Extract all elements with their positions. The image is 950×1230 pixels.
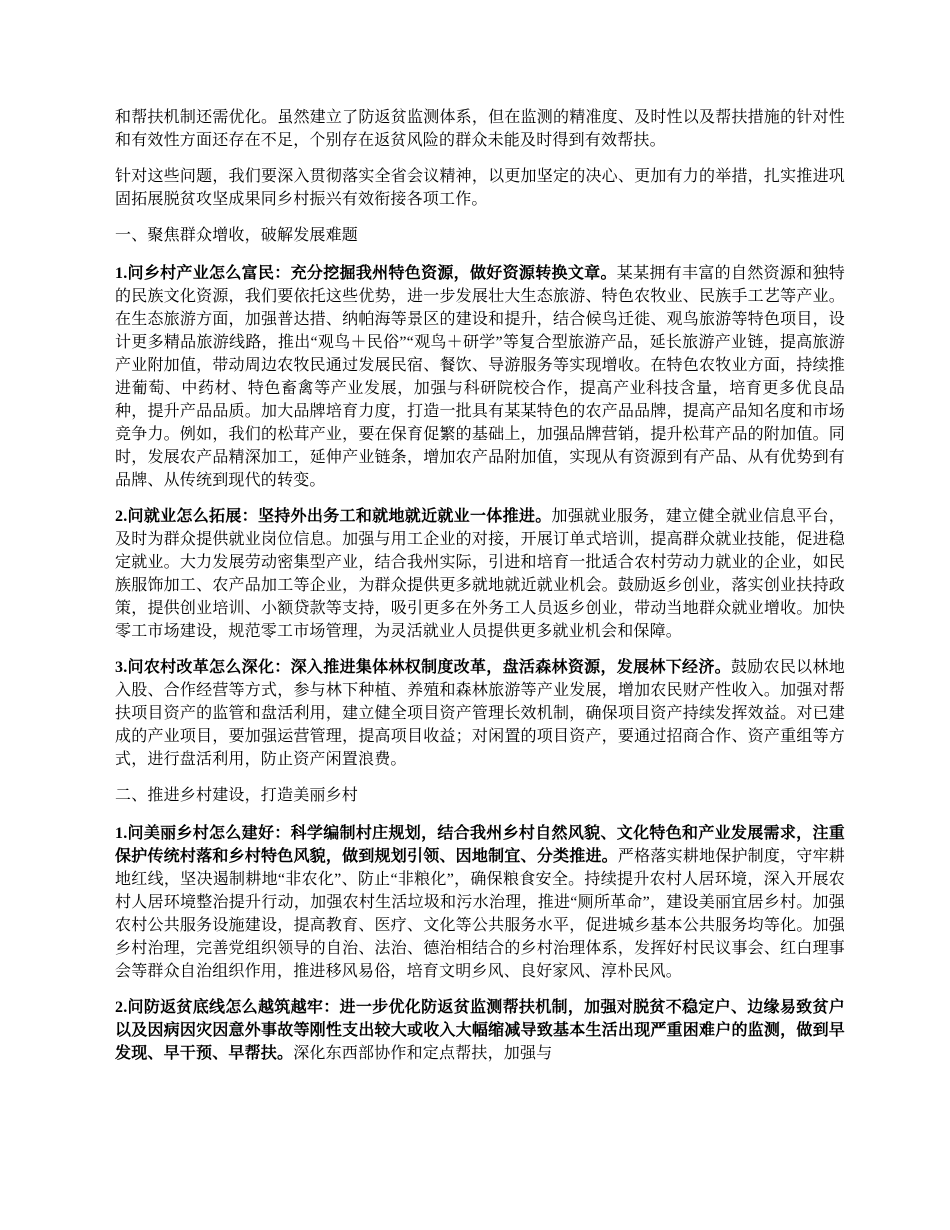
- paragraph-text: 深化东西部协作和定点帮扶，加强与: [293, 1045, 553, 1062]
- paragraph: [115, 165, 845, 211]
- paragraph-item-industry: [115, 262, 845, 492]
- paragraph-item-beautiful-village: [115, 822, 845, 983]
- paragraph-text: 针对这些问题，我们要深入贯彻落实全省会议精神，以更加坚定的决心、更加有力的举措，扎实推进巩固拓展脱贫攻坚成果同乡村振兴有效衔接各项工作。: [115, 168, 845, 208]
- paragraph-lead: 2.问防返贫底线怎么越筑越牢：进一步优化防返贫监测帮扶机制，加强对脱贫不稳定户、边缘易致贫户以及因病因灾因意外事故等刚性支出较大或收入大幅缩减导致基本生活出现严重困难户的监测，做到早发现、早干预、早帮扶。: [115, 999, 845, 1062]
- paragraph-lead: 3.问农村改革怎么深化：深入推进集体林权制度改革，盘活森林资源，发展林下经济。: [115, 659, 731, 676]
- section-heading-1: [115, 224, 845, 247]
- paragraph-lead: 1.问美丽乡村怎么建好：科学编制村庄规划，结合我州乡村自然风貌、文化特色和产业发展需求，注重保护传统村落和乡村特色风貌，做到规划引领、因地制宜、分类推进。: [115, 825, 845, 865]
- section-heading-text: 二、推进乡村建设，打造美丽乡村: [115, 787, 359, 804]
- section-heading-text: 一、聚焦群众增收，破解发展难题: [115, 227, 359, 244]
- section-heading-2: [115, 784, 845, 807]
- paragraph-lead: 2.问就业怎么拓展：坚持外出务工和就地就近就业一体推进。: [115, 508, 552, 525]
- paragraph-item-employment: [115, 505, 845, 643]
- paragraph-text: 鼓励农民以林地入股、合作经营等方式，参与林下种植、养殖和森林旅游等产业发展，增加农民财产性收入。加强对帮扶项目资产的监管和盘活利用，建立健全项目资产管理长效机制，确保项目资产持续发挥效益。对已建成的产业项目，要加强运营管理，提高项目收益；对闲置的项目资产，要通过招商合作、资产重组等方式，进行盘活利用，防止资产闲置浪费。: [115, 659, 845, 768]
- paragraph-item-poverty-monitoring: [115, 996, 845, 1065]
- paragraph-continuation: [115, 106, 845, 152]
- paragraph-text: 严格落实耕地保护制度，守牢耕地红线，坚决遏制耕地“非农化”、防止“非粮化”，确保粮食安全。持续提升农村人居环境，深入开展农村人居环境整治提升行动，加强农村生活垃圾和污水治理，推进“厕所革命”，建设美丽宜居乡村。加强农村公共服务设施建设，提高教育、医疗、文化等公共服务水平，促进城乡基本公共服务均等化。加强乡村治理，完善党组织领导的自治、法治、德治相结合的乡村治理体系，发挥好村民议事会、红白理事会等群众自治组织作用，推进移风易俗，培育文明乡风、良好家风、淳朴民风。: [115, 848, 845, 980]
- paragraph-lead: 1.问乡村产业怎么富民：充分挖掘我州特色资源，做好资源转换文章。: [115, 265, 617, 282]
- paragraph-text: 加强就业服务，建立健全就业信息平台，及时为群众提供就业岗位信息。加强与用工企业的对接，开展订单式培训，提高群众就业技能，促进稳定就业。大力发展劳动密集型产业，结合我州实际，引进和培育一批适合农村劳动力就业的企业，如民族服饰加工、农产品加工等企业，为群众提供更多就地就近就业机会。鼓励返乡创业，落实创业扶持政策，提供创业培训、小额贷款等支持，吸引更多在外务工人员返乡创业，带动当地群众就业增收。加快零工市场建设，规范零工市场管理，为灵活就业人员提供更多就业机会和保障。: [115, 508, 845, 640]
- paragraph-text: 某某拥有丰富的自然资源和独特的民族文化资源，我们要依托这些优势，进一步发展壮大生态旅游、特色农牧业、民族手工艺等产业。在生态旅游方面，加强普达措、纳帕海等景区的建设和提升，结合候鸟迁徙、观鸟旅游等特色项目，设计更多精品旅游线路，推出“观鸟＋民俗”“观鸟＋研学”等复合型旅游产品，延长旅游产业链，提高旅游产业附加值，带动周边农牧民通过发展民宿、餐饮、导游服务等实现增收。在特色农牧业方面，持续推进葡萄、中药材、特色畜禽等产业发展，加强与科研院校合作，提高产业科技含量，培育更多优良品种，提升产品品质。加大品牌培育力度，打造一批具有某某特色的农产品品牌，提高产品知名度和市场竞争力。例如，我们的松茸产业，要在保育促繁的基础上，加强品牌营销，提升松茸产品的附加值。同时，发展农产品精深加工，延伸产业链条，增加农产品附加值，实现从有资源到有产品、从有优势到有品牌、从传统到现代的转变。: [115, 265, 845, 489]
- paragraph-text: 和帮扶机制还需优化。虽然建立了防返贫监测体系，但在监测的精准度、及时性以及帮扶措施的针对性和有效性方面还存在不足，个别存在返贫风险的群众未能及时得到有效帮扶。: [115, 109, 845, 149]
- paragraph-item-rural-reform: [115, 656, 845, 771]
